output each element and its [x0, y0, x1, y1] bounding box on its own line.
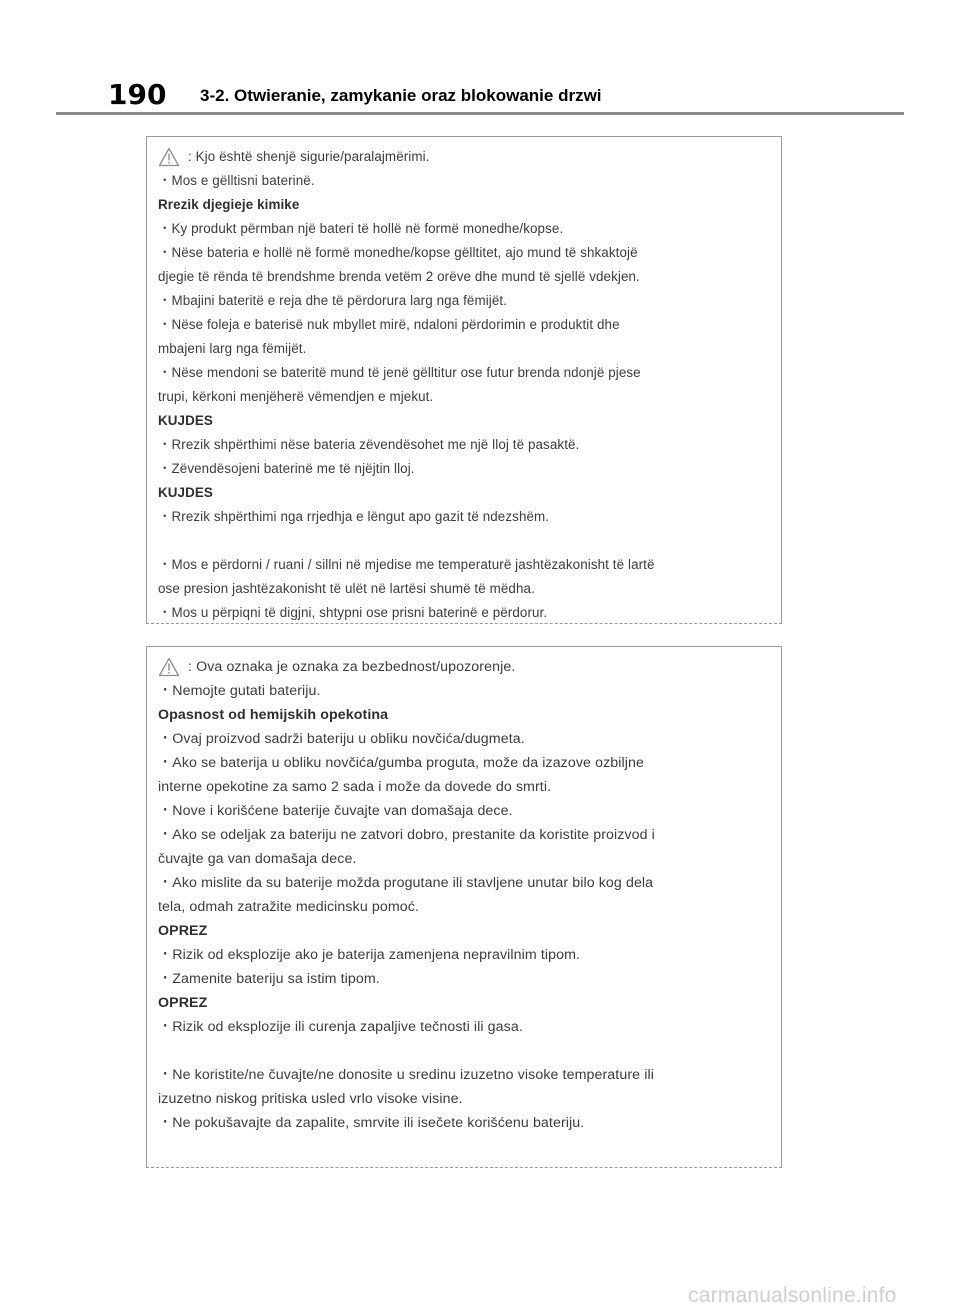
- box-heading: OPREZ: [158, 995, 208, 1011]
- warning-box-albanian: [146, 136, 782, 624]
- section-title: 3-2. Otwieranie, zamykanie oraz blokowanie drzwi: [200, 86, 602, 105]
- box-line: djegie të rënda të brendshme brenda vetëm 2 orëve dhe mund të sjellë vdekjen.: [158, 269, 640, 284]
- warning-triangle-icon: [158, 657, 180, 677]
- watermark: carmanualsonline.info: [688, 1284, 897, 1307]
- box-spacer: [158, 529, 771, 553]
- box-line: ・Ovaj proizvod sadrži bateriju u obliku novčića/dugmeta.: [158, 731, 525, 747]
- box-line: ・Ne pokušavajte da zapalite, smrvite ili isečete korišćenu bateriju.: [158, 1115, 585, 1131]
- box-line: ・Ako se odeljak za bateriju ne zatvori dobro, prestanite da koristite proizvod i: [158, 827, 655, 843]
- box-line: interne opekotine za samo 2 sada i može da dovede do smrti.: [158, 779, 552, 795]
- box-line: ・Nemojte gutati bateriju.: [158, 683, 321, 699]
- warning-intro-text: : Kjo është shenjë sigurie/paralajmërimi.: [188, 149, 430, 164]
- box-line: ・Ako mislite da su baterije možda progutane ili stavljene unutar bilo kog dela: [158, 875, 654, 891]
- box-line: ・Mos u përpiqni të digjni, shtypni ose prisni baterinë e përdorur.: [158, 605, 548, 620]
- box-line: ・Mbajini bateritë e reja dhe të përdorura larg nga fëmijët.: [158, 293, 508, 308]
- box-line: trupi, kërkoni menjëherë vëmendjen e mjekut.: [158, 389, 434, 404]
- box-line: mbajeni larg nga fëmijët.: [158, 341, 307, 356]
- warning-intro: [158, 655, 771, 679]
- box-heading: KUJDES: [158, 413, 213, 428]
- box-line: ・Nove i korišćene baterije čuvajte van domašaja dece.: [158, 803, 513, 819]
- box-line: ・Nëse foleja e baterisë nuk mbyllet mirë, ndaloni përdorimin e produktit dhe: [158, 317, 620, 332]
- box-heading: KUJDES: [158, 485, 213, 500]
- box-line: ・Nëse mendoni se bateritë mund të jenë gëlltitur ose futur brenda ndonjë pjese: [158, 365, 641, 380]
- box-line: tela, odmah zatražite medicinsku pomoć.: [158, 899, 419, 915]
- warning-intro: [158, 145, 771, 169]
- warning-intro-text: : Ova oznaka je oznaka za bezbednost/upozorenje.: [188, 659, 516, 675]
- box-line: ・Rizik od eksplozije ako je baterija zamenjena nepravilnim tipom.: [158, 947, 581, 963]
- box-line: ・Rrezik shpërthimi nëse bateria zëvendësohet me një lloj të pasaktë.: [158, 437, 580, 452]
- box-line: ・Ne koristite/ne čuvajte/ne donosite u sredinu izuzetno visoke temperature ili: [158, 1067, 654, 1083]
- box-line: ・Zëvendësojeni baterinë me të njëjtin lloj.: [158, 461, 415, 476]
- box-heading: Rrezik djegieje kimike: [158, 197, 300, 212]
- box-line: ・Mos e gëlltisni baterinë.: [158, 173, 315, 188]
- box-line: ・Ako se baterija u obliku novčića/gumba proguta, može da izazove ozbiljne: [158, 755, 645, 771]
- box-line: ・Rizik od eksplozije ili curenja zapaljive tečnosti ili gasa.: [158, 1019, 523, 1035]
- box-heading: Opasnost od hemijskih opekotina: [158, 707, 389, 723]
- box-heading: OPREZ: [158, 923, 208, 939]
- box-line: čuvajte ga van domašaja dece.: [158, 851, 357, 867]
- box-line: ・Rrezik shpërthimi nga rrjedhja e lëngut apo gazit të ndezshëm.: [158, 509, 550, 524]
- warning-triangle-icon: [158, 147, 180, 167]
- header-rule: [56, 112, 904, 115]
- warning-box-serbian: [146, 646, 782, 1168]
- box-line: ・Nëse bateria e hollë në formë monedhe/kopse gëlltitet, ajo mund të shkaktojë: [158, 245, 638, 260]
- box-line: ・Ky produkt përmban një bateri të hollë në formë monedhe/kopse.: [158, 221, 564, 236]
- box-line: ose presion jashtëzakonisht të ulët në lartësi shumë të mëdha.: [158, 581, 535, 596]
- page-number: 190: [108, 78, 167, 111]
- box-line: izuzetno niskog pritiska usled vrlo visoke visine.: [158, 1091, 463, 1107]
- box-line: ・Zamenite bateriju sa istim tipom.: [158, 971, 380, 987]
- box-line: ・Mos e përdorni / ruani / sillni në mjedise me temperaturë jashtëzakonisht të lartë: [158, 557, 655, 572]
- box-spacer: [158, 1039, 771, 1063]
